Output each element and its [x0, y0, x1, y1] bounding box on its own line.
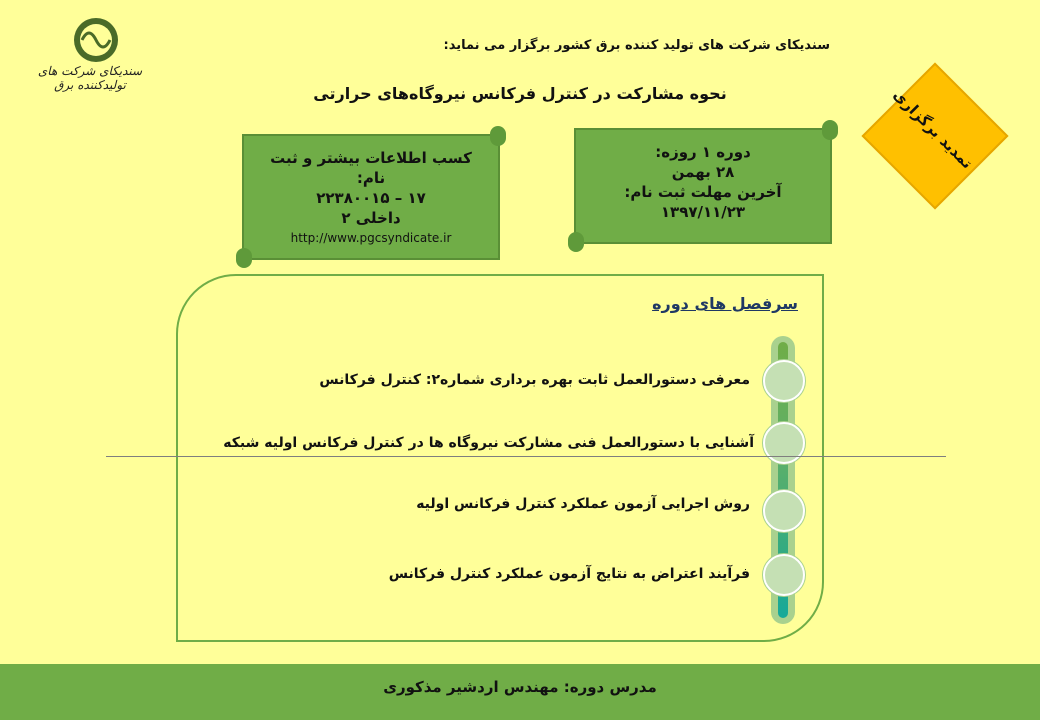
logo-text: سندیکای شرکت های تولیدکننده برق	[37, 64, 143, 92]
timeline-dot	[763, 422, 805, 464]
page-title: نحوه مشارکت در کنترل فرکانس نیروگاه‌های حرارتی	[313, 84, 727, 103]
syllabus-item: معرفی دستورالعمل ثابت بهره برداری شماره۲: کنترل فرکانس	[319, 372, 750, 388]
contact-phone: ۱۷ – ۲۲۳۸۰۰۱۵	[316, 189, 426, 207]
contact-extension: داخلی ۲	[341, 209, 401, 227]
organizer-line: سندیکای شرکت های تولید کننده برق کشور برگزار می نماید:	[443, 38, 830, 53]
syllabus-item: آشنایی با دستورالعمل فنی مشارکت نیروگاه ها در کنترل فرکانس اولیه شبکه	[223, 435, 754, 451]
course-date: ۲۸ بهمن	[671, 163, 735, 181]
timeline-dot	[763, 554, 805, 596]
timeline-dot	[763, 490, 805, 532]
footer-bar	[0, 664, 1040, 720]
deadline-date: ۱۳۹۷/۱۱/۲۳	[660, 203, 746, 221]
scroll-curl-icon	[822, 120, 838, 140]
contact-banner	[242, 134, 500, 260]
scroll-curl-icon	[490, 126, 506, 146]
syllabus-title: سرفصل های دوره	[652, 294, 798, 313]
syllabus-panel	[176, 274, 824, 642]
syllabus-item: روش اجرایی آزمون عملکرد کنترل فرکانس اولیه	[416, 496, 750, 512]
scroll-curl-icon	[568, 232, 584, 252]
scroll-curl-icon	[236, 248, 252, 268]
instructor-text: مدرس دوره: مهندس اردشیر مذکوری	[383, 678, 657, 696]
deadline-label: آخرین مهلت ثبت نام:	[624, 183, 782, 201]
contact-label: کسب اطلاعات بیشتر و ثبت نام:	[270, 149, 472, 187]
extension-badge	[873, 74, 993, 194]
course-duration: دوره ۱ روزه:	[655, 143, 751, 161]
timeline-dot	[763, 360, 805, 402]
course-info-banner	[574, 128, 832, 244]
badge-text: تمدید برگزاری	[889, 85, 977, 173]
syllabus-item: فرآیند اعتراض به نتایج آزمون عملکرد کنترل فرکانس	[388, 566, 750, 582]
website-link[interactable]: http://www.pgcsyndicate.ir	[290, 231, 452, 245]
divider	[106, 456, 946, 457]
